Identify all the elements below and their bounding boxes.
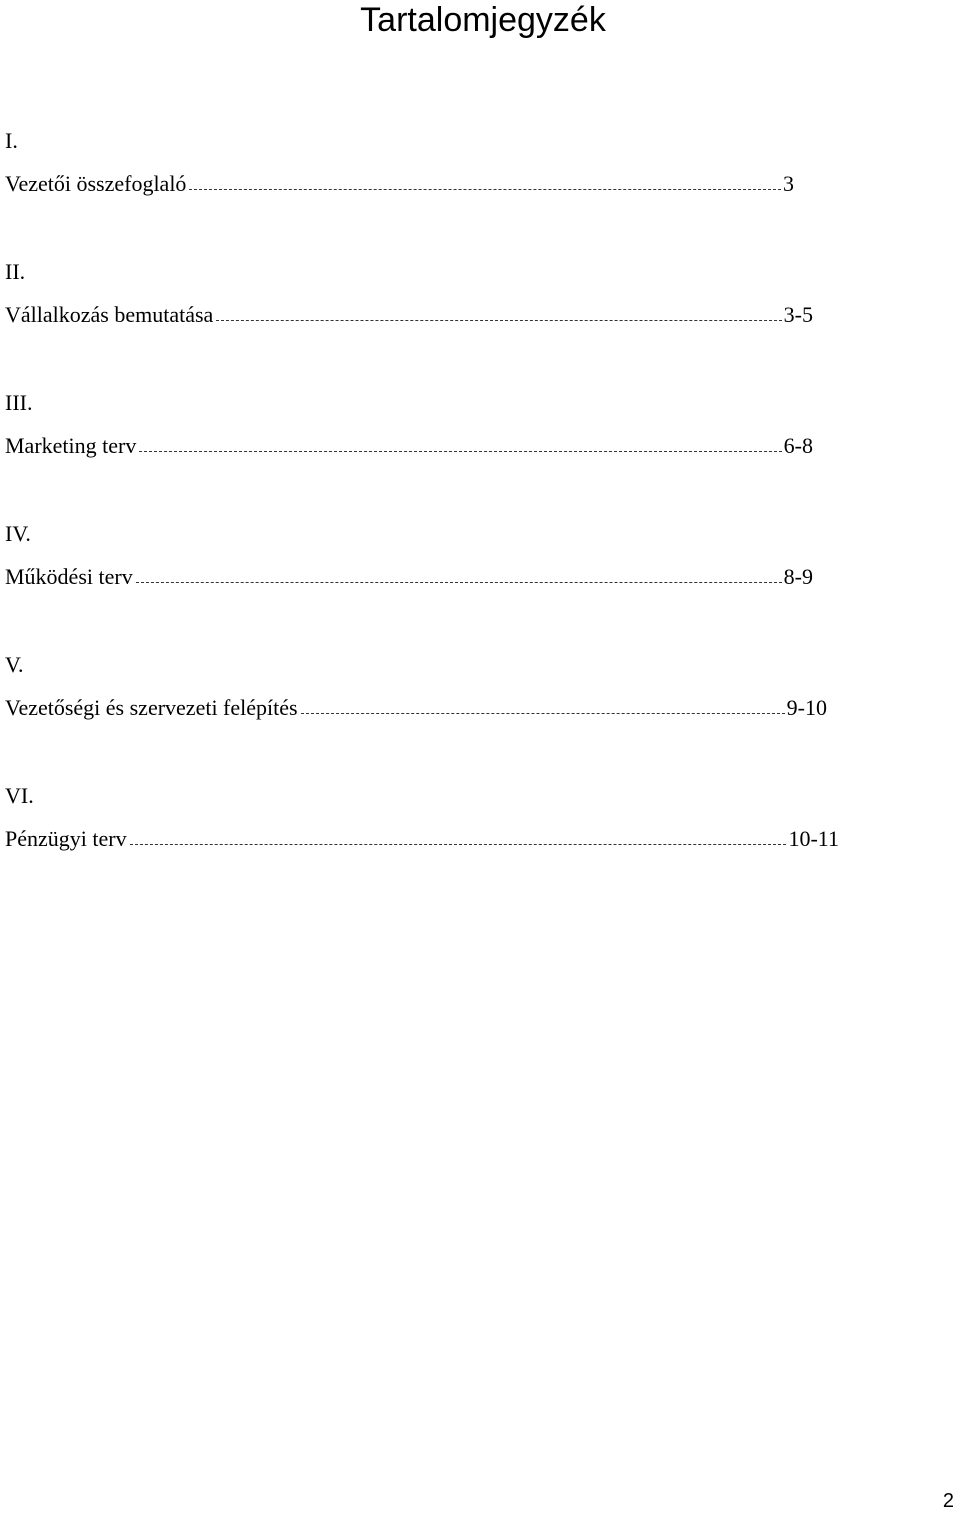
toc-entry-label: Marketing terv <box>5 433 137 458</box>
toc-entry-numeral: VI. <box>5 783 34 808</box>
dotted-leader <box>136 564 782 583</box>
toc-entry-line <box>5 695 827 721</box>
toc-entry-label: Vállalkozás bemutatása <box>5 302 214 327</box>
toc-entry-line <box>5 171 794 197</box>
toc-entry-line <box>5 564 813 590</box>
toc-entry-label: Vezetői összefoglaló <box>5 171 187 196</box>
toc-entry-numeral: III. <box>5 390 33 415</box>
toc-entry-line <box>5 302 813 328</box>
dotted-leader <box>130 826 787 845</box>
toc-entry-label: Működési terv <box>5 564 133 589</box>
toc-entry-page: 8-9 <box>783 564 813 589</box>
toc-entry-numeral: II. <box>5 259 26 284</box>
toc-entry-line <box>5 433 813 459</box>
toc-entry-page: 9-10 <box>786 695 827 720</box>
dotted-leader <box>216 302 781 321</box>
toc-entry-label: Vezetőségi és szervezeti felépítés <box>5 695 298 720</box>
dotted-leader <box>301 695 785 714</box>
dotted-leader <box>139 433 781 452</box>
toc-entry-page: 3 <box>783 171 794 196</box>
toc-entry-page: 6-8 <box>783 433 813 458</box>
document-title: Tartalomjegyzék <box>360 1 606 39</box>
toc-entry-label: Pénzügyi terv <box>5 826 127 851</box>
toc-entry-numeral: V. <box>5 652 24 677</box>
dotted-leader <box>189 171 781 190</box>
toc-entry-page: 3-5 <box>783 302 813 327</box>
toc-entry-numeral: IV. <box>5 521 31 546</box>
toc-entry-numeral: I. <box>5 128 18 153</box>
page-number: 2 <box>942 1490 954 1512</box>
toc-entry-page: 10-11 <box>788 826 839 851</box>
toc-entry-line <box>5 826 839 852</box>
